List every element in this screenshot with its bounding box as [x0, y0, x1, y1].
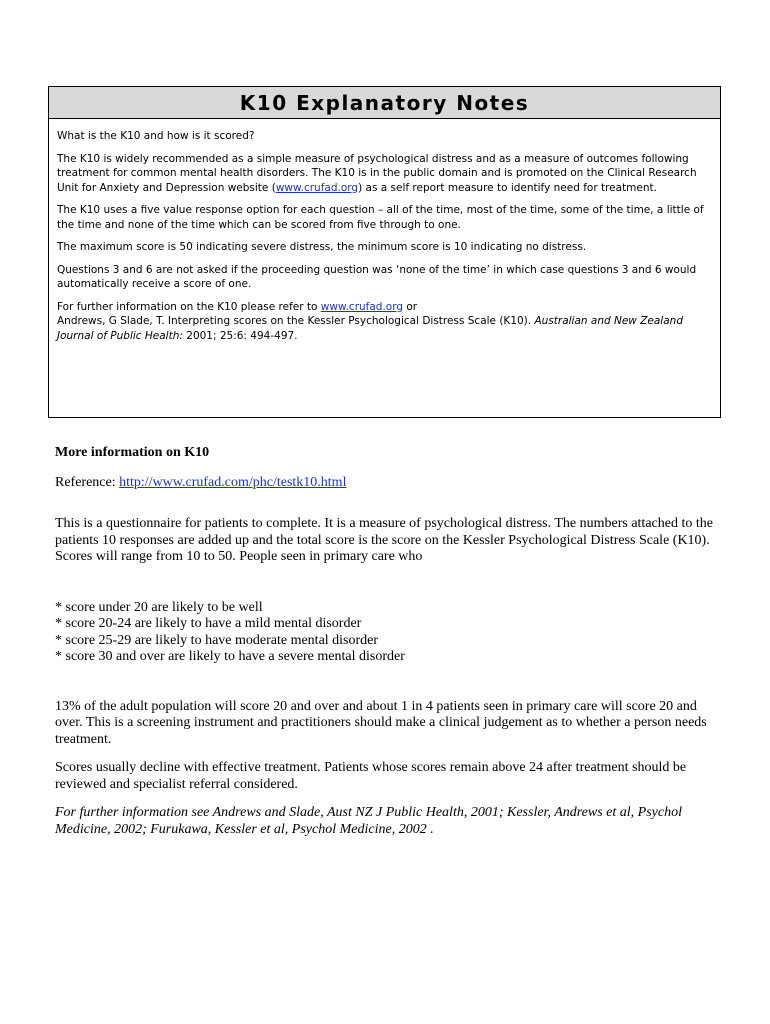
- list-item: * score 25-29 are likely to have moderate mental disorder: [55, 632, 379, 648]
- k10-notes-box: [48, 86, 721, 418]
- treatment-paragraph: Scores usually decline with effective treatment. Patients whose scores remain above 24 after treatment should be reviewed and specialist referral considered.: [55, 760, 687, 792]
- reference-label: Reference:: [55, 474, 120, 490]
- score-bullet-list: [55, 600, 725, 666]
- notes-para-overview: [57, 152, 712, 196]
- main-content: [55, 445, 725, 838]
- reference-link[interactable]: http://www.crufad.com/phc/testk10.html: [119, 474, 347, 490]
- notes-header: [49, 87, 720, 119]
- notes-question: What is the K10 and how is it scored?: [57, 130, 255, 142]
- notes-para-score-range: The maximum score is 50 indicating severe distress, the minimum score is 10 indicating no distress.: [57, 241, 587, 253]
- notes-further-text: For further information on the K10 please refer to: [57, 300, 321, 313]
- notes-journal: Australian and New Zealand Journal of Public Health:: [57, 315, 683, 342]
- list-item: * score 30 and over are likely to have a severe mental disorder: [55, 649, 405, 664]
- reference-line: [55, 475, 725, 492]
- notes-para-overview-text: The K10 is widely recommended as a simple measure of psychological distress and as a measure of outcomes following treatment for common mental health disorders. The K10 is in the public domain and is promoted on the Clinical Research Unit for Anxiety and Depression website (: [57, 152, 697, 194]
- list-item: * score under 20 are likely to be well: [55, 599, 263, 615]
- notes-reference: Andrews, G Slade, T. Interpreting scores on the Kessler Psychological Distress Scale (K10).: [57, 315, 535, 327]
- notes-para-response: The K10 uses a five value response option for each question – all of the time, most of the time, some of the time, a little of the time and none of the time which can be scored from five through to one.: [57, 204, 704, 231]
- further-info-paragraph: For further information see Andrews and Slade, Aust NZ J Public Health, 2001; Kessler, Andrews et al, Psychol Medicine, 2002; Furukawa, Kessler et al, Psychol Medicine, 2002 .: [55, 805, 682, 837]
- population-paragraph: 13% of the adult population will score 20 and over and about 1 in 4 patients seen in primary care will score 20 and over. This is a screening instrument and practitioners should make a clinical judgement as to whether a person needs treatment.: [55, 698, 707, 747]
- notes-further-or: or: [403, 300, 418, 313]
- notes-para-overview-end: ) as a self report measure to identify need for treatment.: [358, 181, 657, 194]
- list-item: * score 20-24 are likely to have a mild mental disorder: [55, 616, 362, 631]
- crufad-link-1[interactable]: www.crufad.org: [275, 181, 359, 194]
- questionnaire-paragraph: This is a questionnaire for patients to complete. It is a measure of psychological distress. The numbers attached to the patients 10 responses are added up and the total score is the score on the Kessler Psychological Distress Scale (K10). Scores will range from 10 to 50. People seen in primary care who: [55, 516, 713, 564]
- notes-body: [49, 119, 720, 343]
- notes-para-questions: Questions 3 and 6 are not asked if the proceeding question was ‘none of the time’ in which case questions 3 and 6 would automatically receive a score of one.: [57, 263, 697, 290]
- crufad-link-2[interactable]: www.crufad.org: [320, 300, 404, 313]
- section-heading: More information on K10: [55, 445, 210, 460]
- notes-title: K10 Explanatory Notes: [239, 90, 530, 115]
- notes-reference-end: 2001; 25:6: 494-497.: [182, 329, 298, 342]
- notes-para-further: [57, 300, 712, 344]
